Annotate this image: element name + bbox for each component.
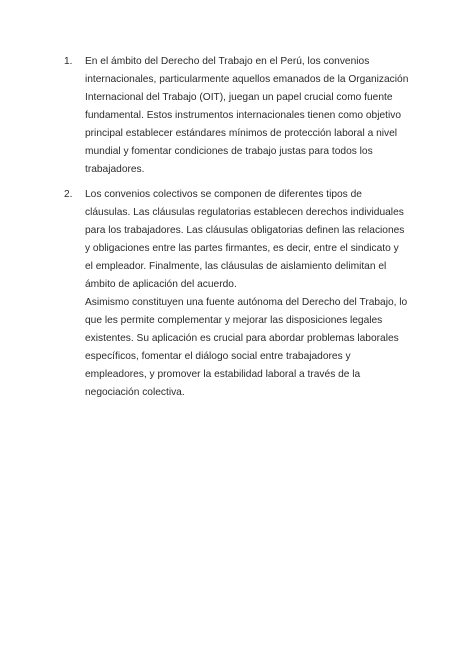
paragraph: En el ámbito del Derecho del Trabajo en el Perú, los convenios internacionales, particularmente aquellos emanados de la Organización Internacional del Trabajo (OIT), juegan un papel crucial como fuente fundamental. Estos instrumentos internacionales tienen como objetivo principal establecer estándares mínimos de protección laboral a nivel mundial y fomentar condiciones de trabajo justas para todos los trabajadores. xyxy=(85,56,409,175)
list-item xyxy=(64,186,409,402)
list-item-text xyxy=(85,186,409,402)
list-item-number: 2. xyxy=(64,189,73,200)
paragraph: Asimismo constituyen una fuente autónoma del Derecho del Trabajo, lo que les permite complementar y mejorar las disposiciones legales existentes. Su aplicación es crucial para abordar problemas laborales específicos, fomentar el diálogo social entre trabajadores y empleadores, y promover la estabilidad laboral a través de la negociación colectiva. xyxy=(85,297,408,398)
list-item-number: 1. xyxy=(64,56,73,67)
list-item xyxy=(64,53,409,179)
paragraph: Los convenios colectivos se componen de diferentes tipos de cláusulas. Las cláusulas regulatorias establecen derechos individuales para los trabajadores. Las cláusulas obligatorias definen las relaciones y obligaciones entre las partes firmantes, es decir, entre el sindicato y el empleador. Finalmente, las cláusulas de aislamiento delimitan el ámbito de aplicación del acuerdo. xyxy=(85,189,405,290)
list-item-text xyxy=(85,53,409,179)
